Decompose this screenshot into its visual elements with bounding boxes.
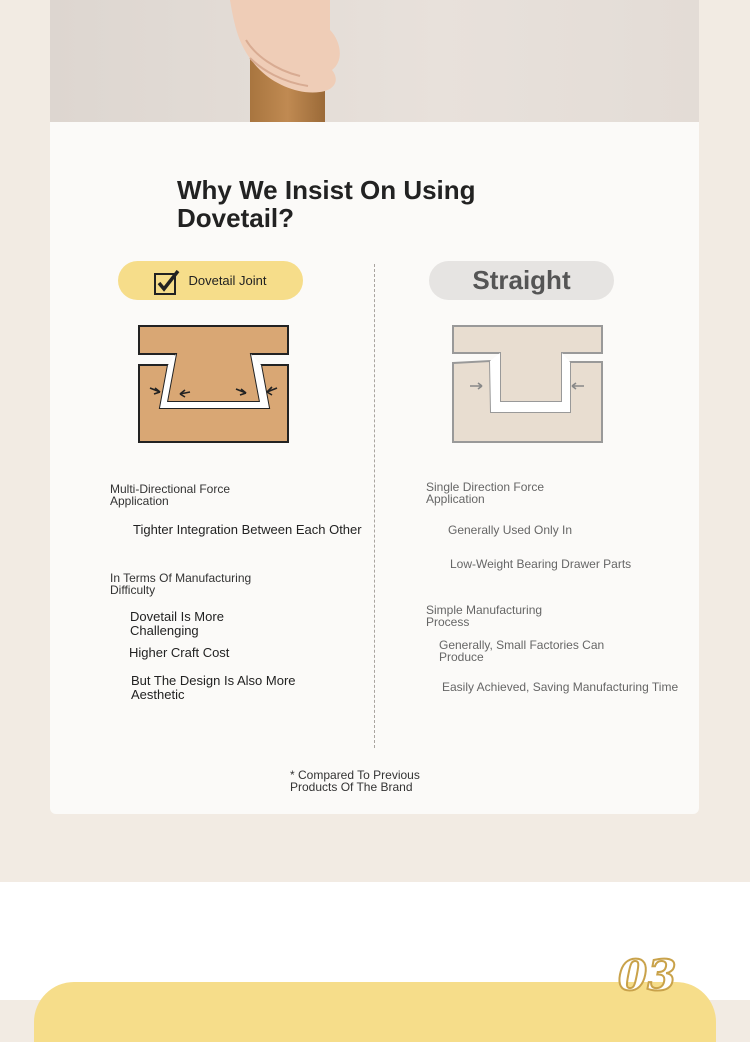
dovetail-point-6: But The Design Is Also More Aesthetic bbox=[131, 673, 296, 702]
straight-point-5: Generally, Small Factories Can Produce bbox=[439, 638, 605, 664]
hand-holding-wood-image bbox=[50, 0, 699, 122]
straight-point-3: Low-Weight Bearing Drawer Parts bbox=[450, 557, 632, 571]
dovetail-point-4: Dovetail Is More Challenging bbox=[130, 609, 224, 638]
hero-photo bbox=[50, 0, 699, 122]
footnote: * Compared To Previous Products Of The Brand bbox=[290, 768, 420, 794]
section-title: Why We Insist On Using Dovetail? bbox=[177, 175, 476, 233]
straight-joint-diagram bbox=[452, 325, 604, 443]
checkbox-checked-icon bbox=[154, 270, 176, 292]
straight-point-6: Easily Achieved, Saving Manufacturing Time bbox=[442, 680, 679, 694]
dovetail-point-5: Higher Craft Cost bbox=[129, 645, 230, 660]
dovetail-point-2: Tighter Integration Between Each Other bbox=[133, 522, 362, 537]
straight-point-1: Single Direction Force Application bbox=[426, 480, 545, 506]
dovetail-point-3: In Terms Of Manufacturing Difficulty bbox=[110, 571, 252, 597]
column-divider bbox=[374, 264, 375, 748]
section-number: 03 bbox=[618, 951, 677, 1000]
comparison-card bbox=[50, 122, 699, 814]
straight-point-4: Simple Manufacturing Process bbox=[426, 603, 543, 629]
next-section-banner bbox=[34, 982, 716, 1042]
dovetail-joint-diagram bbox=[138, 325, 290, 443]
straight-tab[interactable]: Straight bbox=[429, 261, 614, 300]
dovetail-tab[interactable] bbox=[118, 261, 303, 300]
straight-point-2: Generally Used Only In bbox=[448, 523, 573, 537]
dovetail-point-1: Multi-Directional Force Application bbox=[110, 482, 231, 508]
dovetail-tab-label: Dovetail Joint bbox=[188, 273, 267, 288]
